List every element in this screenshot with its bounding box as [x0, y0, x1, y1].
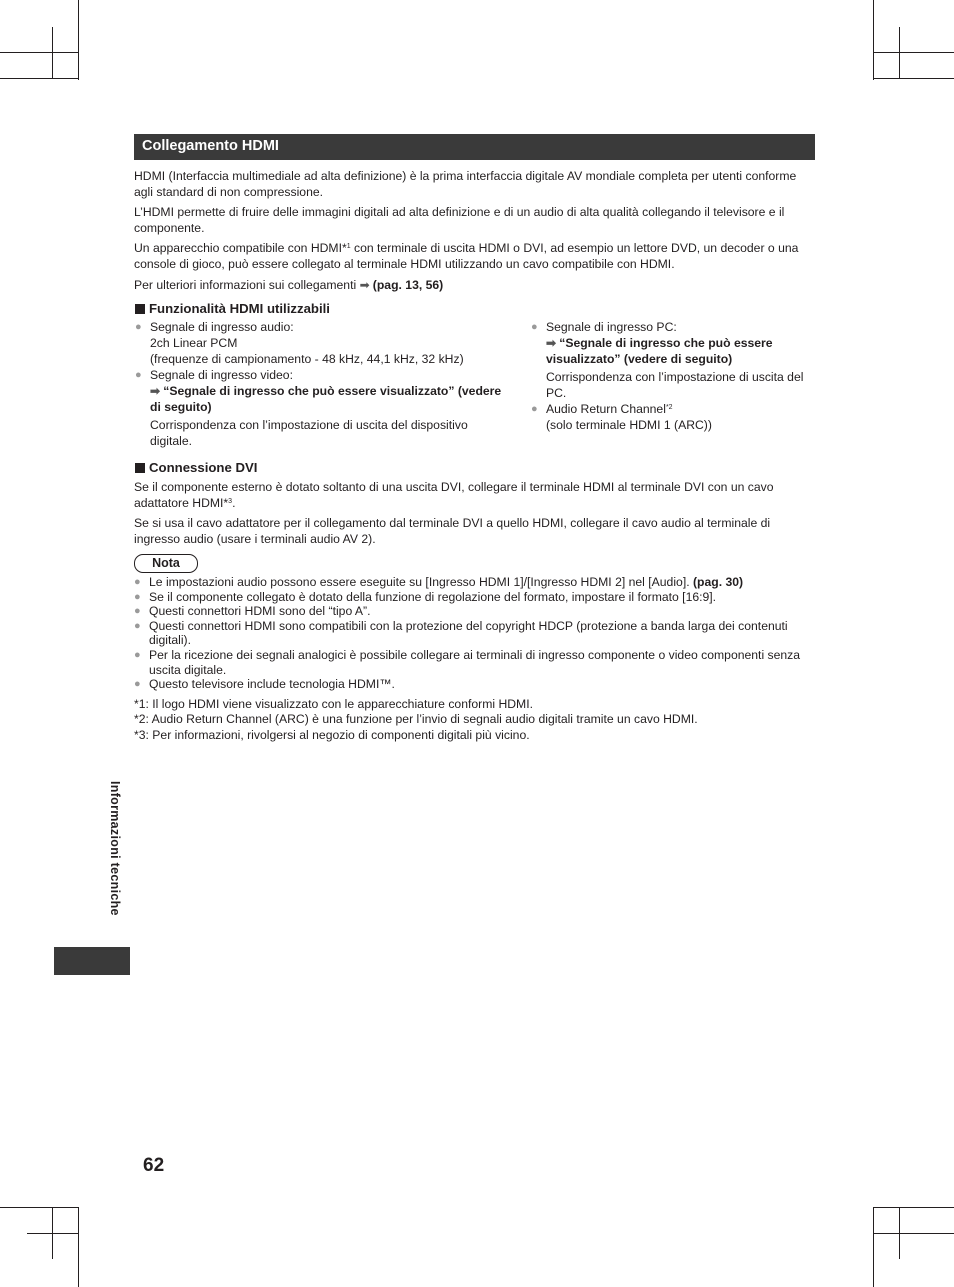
crop-mark: [873, 1207, 954, 1208]
crop-mark: [873, 52, 954, 53]
item-label: Segnale di ingresso PC:: [546, 320, 677, 334]
nota-label: Nota: [134, 554, 198, 573]
list-item: [134, 604, 816, 619]
footnote-ref: 1: [346, 243, 351, 250]
note-text: Questi connettori HDMI sono del “tipo A”.: [149, 604, 371, 619]
crop-mark: [52, 27, 53, 79]
intro-paragraph-2: L’HDMI permette di fruire delle immagini digitali ad alta definizione e di un audio di alta qualità collegando il televisore e il componente.: [134, 205, 785, 235]
bullet-dot-icon: ●: [134, 605, 141, 618]
nota-list: [134, 575, 816, 692]
dvi-paragraph-1: [134, 479, 816, 511]
crop-mark: [78, 1207, 79, 1287]
bullet-dot-icon: ●: [135, 369, 142, 381]
note-text: Le impostazioni audio possono essere eseguite su [Ingresso HDMI 1]/[Ingresso HDMI 2] nel [Audio].: [149, 575, 693, 589]
note-text: Se il componente collegato è dotato della funzione di regolazione del formato, impostare il formato [16:9].: [149, 589, 717, 604]
item-label: Segnale di ingresso video:: [150, 368, 293, 382]
crop-mark: [52, 1207, 53, 1259]
footnote-1: *1: Il logo HDMI viene visualizzato con le apparecchiature conformi HDMI.: [134, 697, 533, 711]
square-bullet-icon: [135, 463, 145, 473]
bullet-dot-icon: ●: [134, 648, 141, 661]
arrow-right-icon: ➡: [150, 384, 161, 398]
list-item: [134, 648, 816, 677]
list-item: [134, 677, 816, 692]
heading-text: Connessione DVI: [149, 460, 258, 475]
list-item: [531, 319, 811, 401]
heading-text: Funzionalità HDMI utilizzabili: [149, 301, 330, 316]
label-text: Audio Return Channel: [546, 402, 666, 416]
crop-mark: [873, 1207, 874, 1287]
intro-paragraph-4: [134, 277, 816, 293]
item-note: Corrispondenza con l’impostazione di uscita del PC.: [546, 370, 804, 400]
intro-paragraph-1: HDMI (Interfaccia multimediale ad alta definizione) è la prima interfaccia digitale AV mondiale completa per utenti conforme agli standard di non compressione.: [134, 169, 797, 199]
crop-mark: [873, 78, 954, 79]
dvi-heading: [135, 460, 257, 475]
crop-mark: [899, 1207, 900, 1259]
features-right-column: [531, 319, 811, 433]
reference-text: “Segnale di ingresso che può essere visualizzato” (vedere di seguito): [150, 384, 502, 414]
arrow-right-icon: ➡: [546, 336, 557, 350]
bullet-dot-icon: ●: [134, 619, 141, 632]
list-item: [135, 367, 510, 449]
bullet-dot-icon: ●: [134, 576, 141, 588]
footnote-2: *2: Audio Return Channel (ARC) è una funzione per l’invio di segnali audio digitali tramite un cavo HDMI.: [134, 712, 698, 726]
note-text: Questi connettori HDMI sono compatibili con la protezione del copyright HDCP (protezione a banda larga dei contenuti digitali).: [149, 618, 788, 648]
page-reference: (pag. 30): [692, 575, 744, 589]
page-number: 62: [143, 1155, 165, 1176]
page-reference: (pag. 13, 56): [372, 278, 444, 292]
crop-mark: [0, 78, 79, 79]
item-reference: [546, 335, 811, 367]
bullet-dot-icon: ●: [135, 321, 142, 333]
bullet-dot-icon: ●: [531, 321, 538, 333]
bullet-dot-icon: ●: [134, 590, 141, 603]
item-label: Segnale di ingresso audio:: [150, 320, 294, 334]
crop-mark: [899, 27, 900, 79]
list-item: [134, 575, 816, 590]
item-reference: [150, 383, 510, 415]
text: .: [232, 496, 236, 510]
note-text: Questo televisore include tecnologia HDMI™.: [149, 677, 395, 692]
list-item: [531, 401, 811, 433]
section-header: [134, 134, 815, 160]
item-note: Corrispondenza con l’impostazione di uscita del dispositivo digitale.: [150, 418, 468, 448]
dvi-paragraph-2: Se si usa il cavo adattatore per il collegamento dal terminale DVI a quello HDMI, collegare il cavo audio al terminale di ingresso audio (usare i terminali audio AV 2).: [134, 516, 771, 546]
arrow-right-icon: ➡: [359, 278, 370, 292]
item-line: 2ch Linear PCM: [150, 336, 238, 350]
features-left-column: [135, 319, 510, 449]
text: Per ulteriori informazioni sui collegamenti: [134, 278, 360, 292]
bullet-dot-icon: ●: [531, 403, 538, 415]
crop-mark: [78, 0, 79, 80]
footnote-ref: 3: [228, 498, 233, 505]
note-text: Per la ricezione dei segnali analogici è possibile collegare ai terminali di ingresso componente o video componenti senza uscita digitale.: [149, 647, 801, 677]
intro-paragraph-3: [134, 240, 816, 272]
crop-mark: [0, 1207, 79, 1208]
crop-mark: [873, 1233, 954, 1234]
features-heading: [135, 301, 330, 316]
item-label: [546, 401, 811, 417]
footnote-3: *3: Per informazioni, rivolgersi al negozio di componenti digitali più vicino.: [134, 728, 530, 742]
text: con terminale di uscita HDMI o DVI, ad esempio un lettore DVD, un decoder o una console di gioco, può essere collegato al terminale HDMI utilizzando un cavo compatibile con HDMI.: [134, 241, 799, 271]
crop-mark: [27, 1233, 79, 1234]
bullet-dot-icon: ●: [134, 678, 141, 691]
text: Se il componente esterno è dotato soltanto di una uscita DVI, collegare il terminale HDMI al terminale DVI con un cavo adattatore HDMI*: [134, 480, 774, 510]
side-chapter-label: Informazioni tecniche: [108, 781, 122, 916]
item-line: (solo terminale HDMI 1 (ARC)): [546, 418, 712, 432]
list-item: [134, 590, 816, 605]
list-item: [135, 319, 510, 367]
chapter-tab: [54, 947, 130, 975]
footnote-ref: *2: [665, 404, 673, 411]
square-bullet-icon: [135, 304, 145, 314]
text: Un apparecchio compatibile con HDMI*: [134, 241, 347, 255]
item-line: (frequenze di campionamento - 48 kHz, 44,1 kHz, 32 kHz): [150, 352, 464, 366]
section-title: Collegamento HDMI: [142, 138, 279, 154]
list-item: [134, 619, 816, 648]
crop-mark: [27, 52, 79, 53]
reference-text: “Segnale di ingresso che può essere visualizzato” (vedere di seguito): [546, 336, 773, 366]
crop-mark: [873, 0, 874, 80]
